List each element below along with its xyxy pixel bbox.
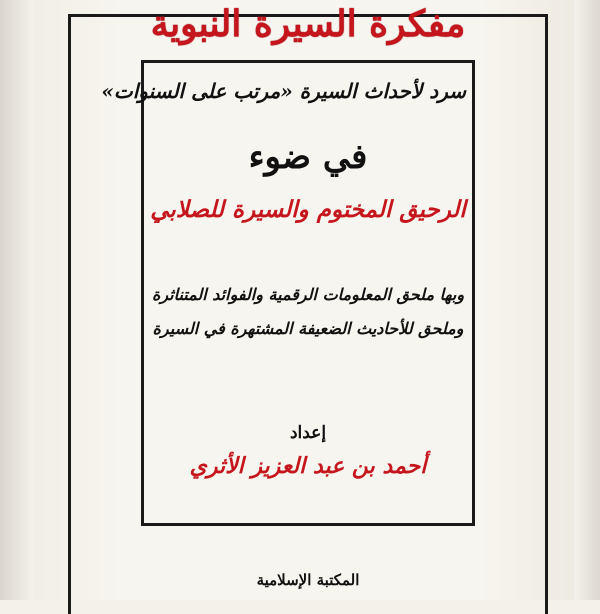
prepared-by-label: إعداد (289, 423, 327, 443)
page-left-edge (0, 0, 34, 600)
description-line-1: وبها ملحق المعلومات الرقمية والفوائد المتناثرة (151, 285, 465, 304)
page-right-edge (574, 0, 600, 600)
author-name: أحمد بن عبد العزيز الأثري (189, 453, 427, 479)
description-line-2: وملحق للأحاديث الضعيفة المشتهرة في السيرة (152, 319, 464, 338)
book-title: مفكرة السيرة النبوية (150, 3, 466, 45)
book-subtitle: سرد لأحداث السيرة «مرتب على السنوات» (101, 79, 466, 103)
source-books-title: الرحيق المختوم والسيرة للصلابي (150, 196, 466, 223)
in-light-of-heading: في ضوء (248, 137, 368, 177)
publisher-name: المكتبة الإسلامية (256, 571, 360, 589)
